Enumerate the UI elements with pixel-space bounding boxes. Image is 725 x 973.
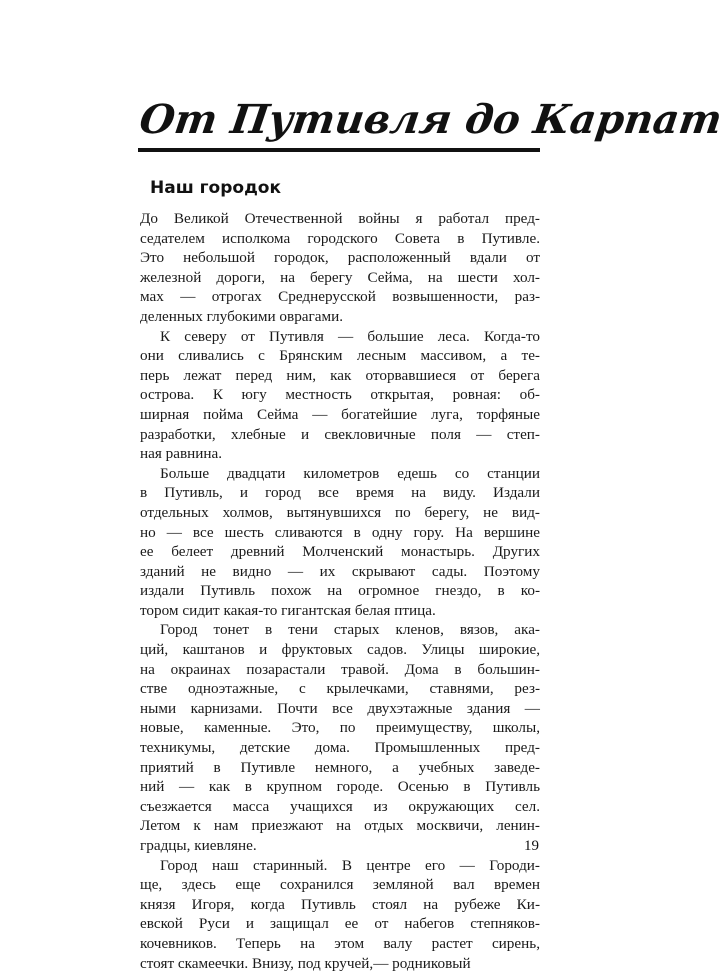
text-line: новые, каменные. Это, по преимуществу, школы, (140, 719, 540, 737)
text-line: мах — отрогах Среднерусской возвышенности, раз- (140, 288, 540, 306)
text-line: ще, здесь еще сохранился земляной вал времен (140, 876, 540, 894)
text-line: ная равнина. (140, 445, 223, 463)
text-line: ными карнизами. Почти все двухэтажные здания — (140, 699, 540, 717)
text-line: Город тонет в тени старых кленов, вязов, ака- (160, 621, 540, 639)
page-number: 19 (524, 838, 539, 854)
text-line: в Путивль, и город все время на виду. Издали (140, 484, 540, 502)
chapter-title: От Путивля до Карпат (136, 96, 725, 143)
text-line: градцы, киевляне. (140, 837, 257, 854)
text-line: зданий не видно — их скрывают сады. Поэтому (140, 562, 540, 580)
text-line: Это небольшой городок, расположенный вдали от (140, 249, 540, 267)
text-line: ций, каштанов и фруктовых садов. Улицы широкие, (140, 641, 540, 659)
section-heading: Наш городок (150, 178, 282, 198)
text-line: ширная пойма Сейма — богатейшие луга, торфяные (140, 405, 540, 423)
text-line: Летом к нам приезжают на отдых москвичи, ленин- (140, 817, 540, 835)
text-line: приятий в Путивле немного, а учебных заведе- (140, 758, 540, 776)
text-line: они сливались с Брянским лесным массивом, а те- (140, 347, 540, 365)
text-line: князя Игоря, когда Путивль стоял на рубеже Ки- (140, 895, 540, 913)
text-line: разработки, хлебные и свекловичные поля — степ- (140, 425, 540, 443)
text-line: кочевников. Теперь на этом валу растет сирень, (140, 934, 540, 952)
text-line: Больше двадцати километров едешь со станции (160, 464, 540, 482)
paragraph (140, 209, 540, 327)
text-line: К северу от Путивля — большие леса. Когда-то (160, 327, 540, 345)
text-line: седателем исполкома городского Совета в Путивле. (140, 229, 540, 247)
text-line: стоят скамеечки. Внизу, под кручей,— родниковый (140, 954, 471, 972)
text-line: деленных глубокими оврагами. (140, 307, 344, 325)
text-line: но — все шесть сливаются в одну гору. На вершине (140, 523, 540, 541)
text-line: техникумы, детские дома. Промышленных пред- (140, 739, 540, 757)
paragraph (140, 620, 540, 855)
text-line: съезжается масса учащихся из окружающих сел. (140, 797, 540, 815)
text-line: тором сидит какая-то гигантская белая птица. (140, 601, 436, 619)
text-line: ее белеет древний Молченский монастырь. Других (140, 543, 540, 561)
text-line: железной дороги, на берегу Сейма, на шести хол- (140, 268, 540, 286)
text-line: перь лежат перед ним, как оторвавшиеся от берега (140, 366, 540, 384)
text-line: До Великой Отечественной войны я работал пред- (140, 210, 540, 227)
text-line: Город наш старинный. В центре его — Городи- (160, 856, 540, 874)
paragraph (140, 327, 540, 464)
text-line: отдельных холмов, вытянувшихся по берегу, не вид- (140, 503, 540, 521)
text-line: на окраинах позарастали травой. Дома в большин- (140, 660, 540, 678)
body-text (140, 209, 540, 973)
paragraph (140, 464, 540, 621)
title-underline (138, 148, 540, 152)
text-line: евской Руси и защищал ее от набегов степняков- (140, 915, 540, 933)
text-line: издали Путивль похож на огромное гнездо, в ко- (140, 582, 540, 600)
text-line: острова. К югу местность открытая, ровная: об- (140, 386, 540, 404)
text-line: ний — как в крупном городе. Осенью в Путивль (140, 778, 540, 796)
text-line: стве одноэтажные, с крылечками, ставнями, рез- (140, 680, 540, 698)
paragraph (140, 856, 540, 973)
